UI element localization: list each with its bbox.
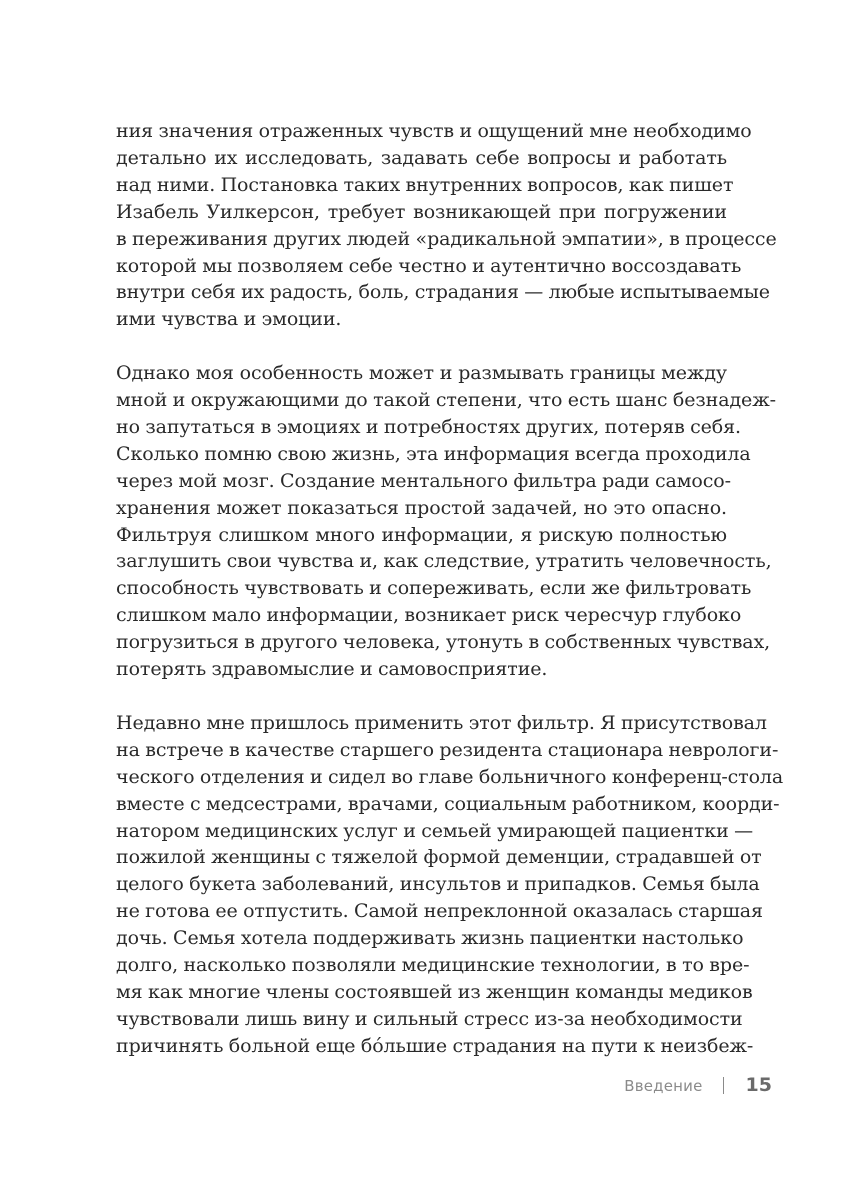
text-line: дочь. Семья хотела поддерживать жизнь пациентки настолько xyxy=(116,927,744,950)
body-text xyxy=(116,118,784,1060)
text-line: ими чувства и эмоции. xyxy=(116,308,342,331)
text-line: целого букета заболеваний, инсультов и припадков. Семья была xyxy=(116,873,760,896)
text-line: заглушить свои чувства и, как следствие, утратить человечность, xyxy=(116,550,772,573)
text-line: детально их исследовать, задавать себе вопросы и работать xyxy=(116,146,727,169)
text-line: вместе с медсестрами, врачами, социальным работником, коорди- xyxy=(116,792,780,815)
text-line: над ними. Постановка таких внутренних вопросов, как пишет xyxy=(116,173,734,196)
text-line: Изабель Уилкерсон, требует возникающей при погружении xyxy=(116,200,727,223)
paragraph-2 xyxy=(116,360,776,683)
text-line: натором медицинских услуг и семьей умирающей пациентки — xyxy=(116,819,753,842)
page-number: 15 xyxy=(745,1074,772,1096)
text-line: погрузиться в другого человека, утонуть в собственных чувствах, xyxy=(116,631,771,654)
footer-divider xyxy=(723,1077,724,1094)
section-title: Введение xyxy=(624,1077,703,1095)
text-line: которой мы позволяем себе честно и аутентично воссоздавать xyxy=(116,254,742,277)
text-line: пожилой женщины с тяжелой формой деменции, страдавшей от xyxy=(116,846,762,869)
text-line: Однако моя особенность может и размывать границы между xyxy=(116,362,727,385)
text-line: Фильтруя слишком много информации, я рискую полностью xyxy=(116,523,727,546)
paragraph-1 xyxy=(116,118,777,333)
text-line: через мой мозг. Создание ментального фильтра ради самосо- xyxy=(116,469,731,492)
text-line: ния значения отраженных чувств и ощущений мне необходимо xyxy=(116,120,752,142)
text-line: на встрече в качестве старшего резидента стационара неврологи- xyxy=(116,738,779,761)
text-line: Сколько помню свою жизнь, эта информация всегда проходила xyxy=(116,442,751,465)
text-line: причинять больной еще бо́льшие страдания на пути к неизбеж- xyxy=(116,1034,754,1057)
text-line: мной и окружающими до такой степени, что есть шанс безнадеж- xyxy=(116,389,776,412)
text-line: потерять здравомыслие и самовосприятие. xyxy=(116,658,548,681)
text-line: хранения может показаться простой задачей, но это опасно. xyxy=(116,496,727,519)
text-line: чувствовали лишь вину и сильный стресс из-за необходимости xyxy=(116,1007,743,1030)
page-footer xyxy=(624,1074,772,1096)
text-line: не готова ее отпустить. Самой непреклонной оказалась старшая xyxy=(116,900,763,923)
text-line: но запутаться в эмоциях и потребностях других, потеряв себя. xyxy=(116,415,741,438)
text-line: слишком мало информации, возникает риск чересчур глубоко xyxy=(116,604,742,627)
text-line: Недавно мне пришлось применить этот фильтр. Я присутствовал xyxy=(116,711,767,734)
text-line: мя как многие члены состоявшей из женщин команды медиков xyxy=(116,980,753,1003)
text-line: способность чувствовать и сопереживать, если же фильтровать xyxy=(116,577,752,600)
text-line: в переживания других людей «радикальной эмпатии», в процессе xyxy=(116,227,777,250)
paragraph-3 xyxy=(116,710,784,1060)
text-line: ческого отделения и сидел во главе больничного конференц-стола xyxy=(116,765,784,788)
text-line: долго, насколько позволяли медицинские технологии, в то вре- xyxy=(116,954,750,977)
text-line: внутри себя их радость, боль, страдания — любые испытываемые xyxy=(116,281,770,304)
